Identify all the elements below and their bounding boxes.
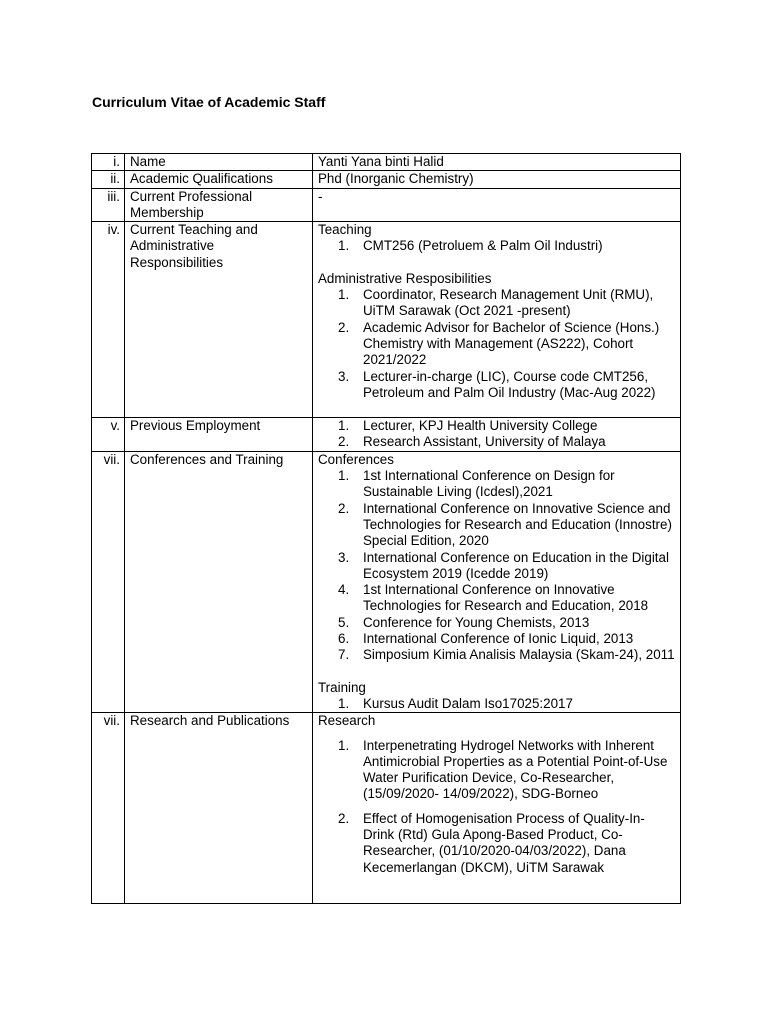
list-item: 2. Academic Advisor for Bachelor of Science (Hons.) Chemistry with Management (AS222), Cohort 2021/2022 [338,319,660,368]
list-item: 3. Lecturer-in-charge (LIC), Course code CMT256, Petroleum and Palm Oil Industry (Mac-Aug 2022) [338,368,656,400]
section-heading: Administrative Resposibilities [318,270,492,286]
row-membership [92,188,681,222]
cv-table [91,153,681,904]
employment-list [318,418,676,451]
row-value [313,713,681,904]
row-number: vii. [92,451,125,712]
list-item: 7. Simposium Kimia Analisis Malaysia (Skam-24), 2011 [338,647,675,663]
section-heading: Teaching [318,222,372,238]
row-label: Previous Employment [125,418,313,452]
conference-list [318,468,676,664]
row-label: Academic Qualifications [125,171,313,188]
row-value [313,451,681,712]
row-label: Name [125,154,313,171]
row-number: vii. [92,713,125,904]
section-heading: Conferences [318,451,394,467]
row-value [313,418,681,452]
list-item: 1. Coordinator, Research Management Unit (RMU), UiTM Sarawak (Oct 2021 -present) [338,287,654,319]
row-value [313,222,681,418]
row-number: iv. [92,222,125,418]
section-heading: Research [318,713,376,729]
list-item: 2. Research Assistant, University of Malaya [338,434,606,450]
row-employment [92,418,681,452]
document-title: Curriculum Vitae of Academic Staff [92,94,326,110]
row-number: iii. [92,188,125,222]
list-item: 1. 1st International Conference on Design for Sustainable Living (Icdesl),2021 [338,468,615,500]
row-value: Yanti Yana binti Halid [313,154,681,171]
row-name [92,154,681,171]
row-label: Current Professional Membership [125,188,313,222]
list-item: 5. Conference for Young Chemists, 2013 [338,614,590,630]
row-qualifications [92,171,681,188]
row-research [92,713,681,904]
row-value: Phd (Inorganic Chemistry) [313,171,681,188]
row-conferences [92,451,681,712]
row-label: Current Teaching and Administrative Responsibilities [125,222,313,418]
list-item: 1. Interpenetrating Hydrogel Networks with Inherent Antimicrobial Properties as a Potential Point-of-Use Water Purification Device, Co-Researcher, (15/09/2020- 14/09/2022), SDG-Borneo [338,737,668,802]
row-teaching [92,222,681,418]
list-item: 4. 1st International Conference on Innovative Technologies for Research and Education, 2018 [338,582,649,614]
list-item: 6. International Conference of Ionic Liquid, 2013 [338,631,634,647]
row-value: - [313,188,681,222]
section-heading: Training [318,679,366,695]
row-number: v. [92,418,125,452]
row-number: ii. [92,171,125,188]
teaching-list [318,238,676,254]
list-item: 1. CMT256 (Petroluem & Palm Oil Industri) [338,238,603,254]
training-list [318,696,676,712]
admin-list [318,287,676,401]
row-label: Conferences and Training [125,451,313,712]
row-number: i. [92,154,125,171]
row-label: Research and Publications [125,713,313,904]
list-item: 2. Effect of Homogenisation Process of Quality-In-Drink (Rtd) Gula Apong-Based Product, Co-Researcher, (01/10/2020-04/03/2022), Dana Kecemerlangan (DKCM), UiTM Sarawak [338,810,645,875]
list-item: 2. International Conference on Innovative Science and Technologies for Research and Education (Innostre) Special Edition, 2020 [338,500,672,549]
list-item: 1. Lecturer, KPJ Health University College [338,418,598,434]
list-item: 1. Kursus Audit Dalam Iso17025:2017 [338,695,573,711]
research-list [318,738,676,876]
list-item: 3. International Conference on Education in the Digital Ecosystem 2019 (Icedde 2019) [338,549,669,581]
